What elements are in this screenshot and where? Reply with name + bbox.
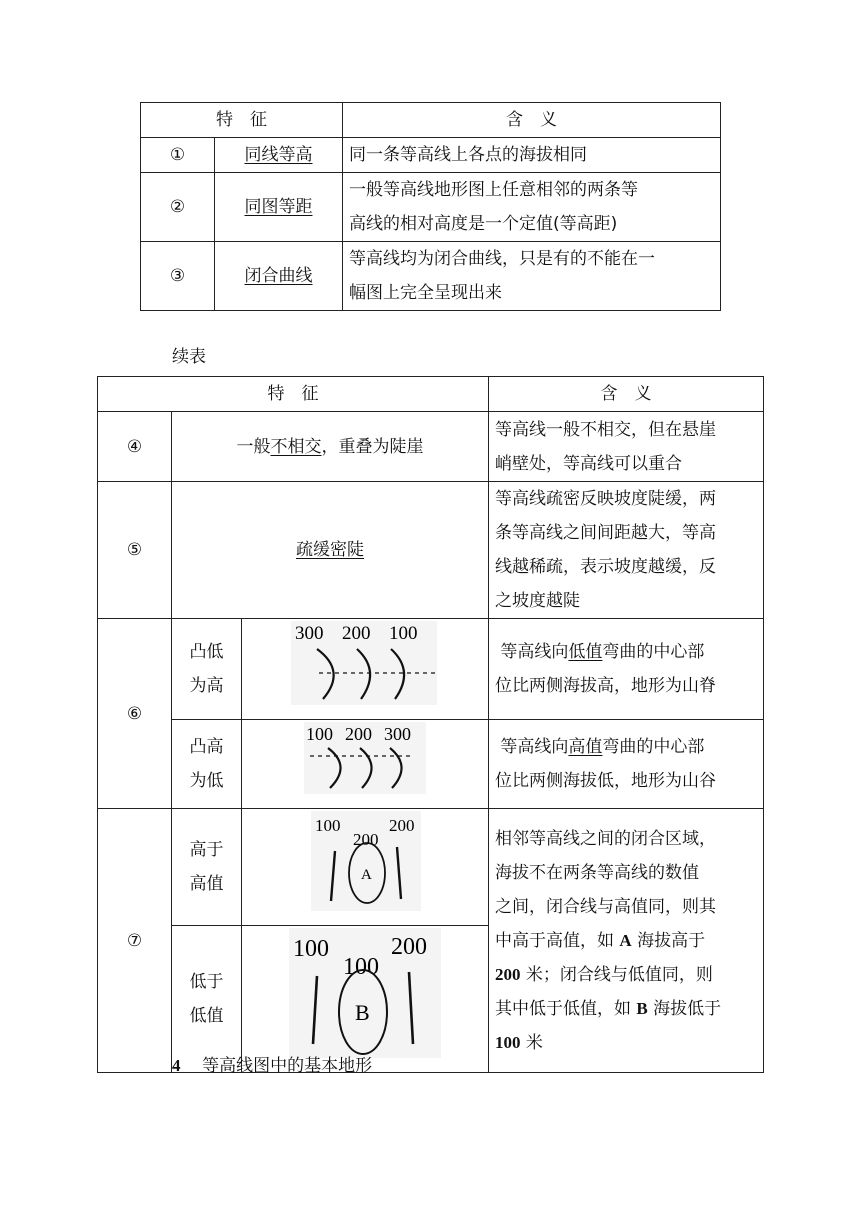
sub-feature-label: 低于 低值 xyxy=(172,926,242,1073)
header-meaning: 含 义 xyxy=(489,377,764,412)
feature-meaning: 等高线向高值弯曲的中心部 位比两侧海拔低，地形为山谷 xyxy=(489,720,764,809)
higher-value-contour-diagram xyxy=(305,809,425,913)
contour-label: 200 xyxy=(353,830,379,849)
row-number: ④ xyxy=(98,412,172,482)
sub-feature-label: 凸高 为低 xyxy=(172,720,242,809)
feature-meaning: 等高线疏密反映坡度陡缓，两 条等高线之间间距越大，等高 线越稀疏，表示坡度越缓，反 之坡度越陡 xyxy=(489,482,764,619)
sub-feature-label: 高于 高值 xyxy=(172,809,242,926)
feature-meaning: 等高线均为闭合曲线，只是有的不能在一 幅图上完全呈现出来 xyxy=(343,242,721,311)
continued-label: 续表 xyxy=(172,347,206,367)
row-number: ⑤ xyxy=(98,482,172,619)
features-table-1 xyxy=(140,102,721,311)
contour-label: 300 xyxy=(384,724,411,744)
point-label: B xyxy=(355,1000,370,1025)
feature-name: 同线等高 xyxy=(244,145,313,165)
header-meaning: 含 义 xyxy=(343,103,721,138)
contour-label: 100 xyxy=(389,623,418,644)
feature-meaning: 等高线向低值弯曲的中心部 位比两侧海拔高，地形为山脊 xyxy=(489,619,764,720)
section-title: 等高线图中的基本地形 xyxy=(202,1056,373,1076)
contour-label: 200 xyxy=(391,934,427,960)
contour-label: 100 xyxy=(306,724,333,744)
row-number: ② xyxy=(141,173,215,242)
section-heading xyxy=(172,1052,372,1080)
ridge-contour-diagram xyxy=(285,619,445,707)
valley-diagram-cell xyxy=(242,720,489,809)
contour-label: 200 xyxy=(342,623,371,644)
header-feature: 特 征 xyxy=(98,377,489,412)
sub-feature-label: 凸低 为高 xyxy=(172,619,242,720)
contour-label: 200 xyxy=(345,724,372,744)
feature-name: 一般不相交，重叠为陡崖 xyxy=(172,412,489,482)
contour-label: 200 xyxy=(389,816,415,835)
contour-label: 100 xyxy=(293,936,329,962)
contour-label: 100 xyxy=(315,816,341,835)
feature-name: 疏缓密陡 xyxy=(296,540,364,560)
feature-name: 同图等距 xyxy=(244,197,313,217)
lower-diagram-cell xyxy=(242,926,489,1073)
row-number: ⑦ xyxy=(98,809,172,1073)
row-number: ⑥ xyxy=(98,619,172,809)
ridge-diagram-cell xyxy=(242,619,489,720)
feature-name: 闭合曲线 xyxy=(244,266,313,286)
feature-meaning: 等高线一般不相交，但在悬崖 峭壁处，等高线可以重合 xyxy=(489,412,764,482)
contour-label: 300 xyxy=(295,623,324,644)
contour-label: 100 xyxy=(343,954,379,980)
feature-meaning: 相邻等高线之间的闭合区域， 海拔不在两条等高线的数值 之间，闭合线与高值同，则其 中高于高值，如 A 海拔高于 200 米；闭合线与低值同，则 其中低于低值，如 B 海拔低于 100 米 xyxy=(489,809,764,1073)
point-label: A xyxy=(361,867,372,883)
row-number: ③ xyxy=(141,242,215,311)
features-table-2 xyxy=(97,376,764,1073)
row-number: ① xyxy=(141,138,215,173)
feature-meaning: 一般等高线地形图上任意相邻的两条等 高线的相对高度是一个定值(等高距) xyxy=(343,173,721,242)
lower-value-contour-diagram xyxy=(285,926,445,1060)
valley-contour-diagram xyxy=(300,720,430,796)
feature-meaning: 同一条等高线上各点的海拔相同 xyxy=(343,138,721,173)
header-feature: 特 征 xyxy=(141,103,343,138)
section-number: 4 xyxy=(172,1056,181,1075)
higher-diagram-cell xyxy=(242,809,489,926)
